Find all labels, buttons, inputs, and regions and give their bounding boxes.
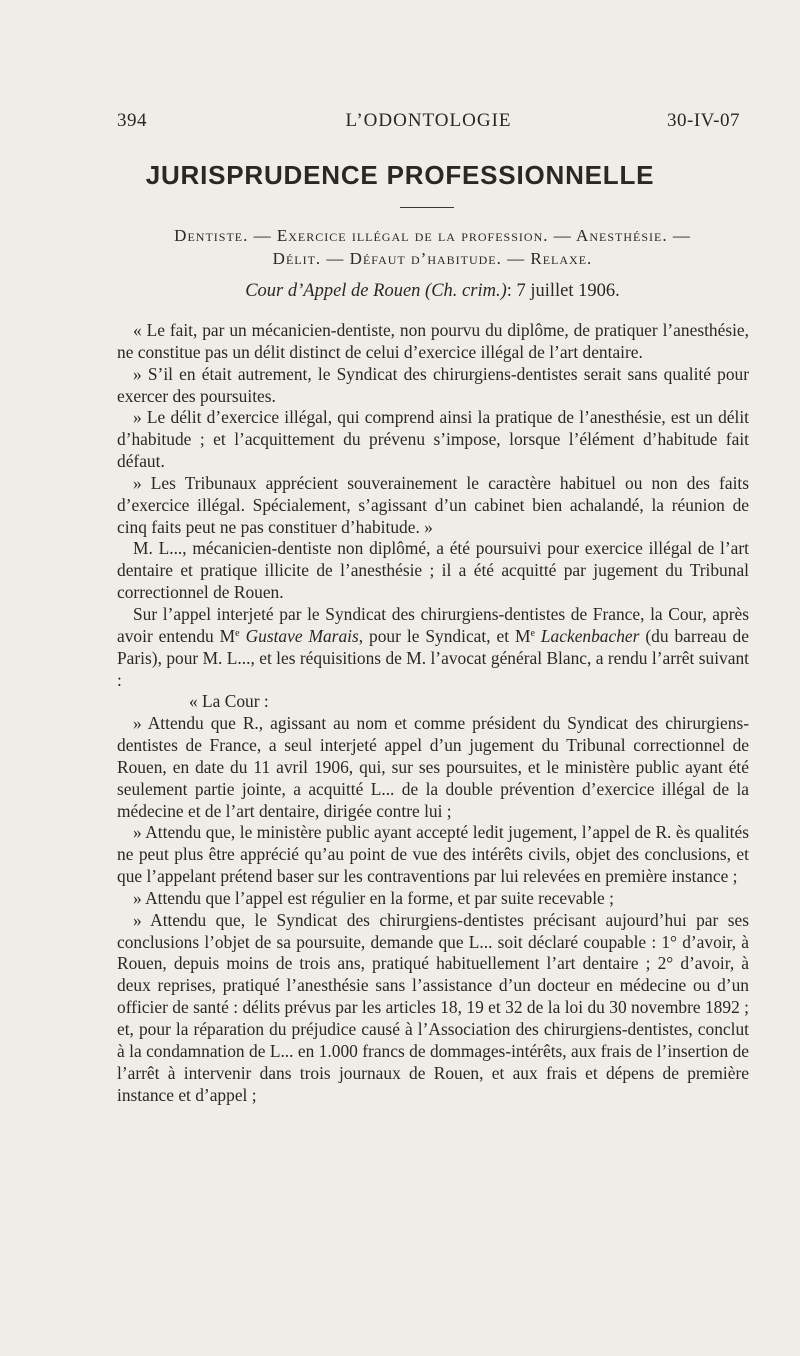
paragraph-11: » Attendu que, le Syndicat des chirurgiens-dentistes précisant aujourd’hui par ses conclusions l’objet de sa poursuite, demande que L... soit déclaré coupable : 1° d’avoir, à Rouen, depuis moins de trois ans, pratiqué habituellement l’art dentaire ; 2° d’avoir, à deux reprises, pratiqué l’anesthésie sans l’assistance d’un docteur en médecine ou d’un officier de santé : délits prévus par les articles 18, 19 et 32 de la loi du 30 novembre 1892 ; et, pour la réparation du préjudice causé à l’Association des chirurgiens-dentistes, conclut à la condamnation de L... en 1.000 francs de dommages-intérêts, aux frais de l’insertion de l’arrêt à intervenir dans trois journaux de Rouen, et aux frais et dépens de première instance et d’appel ; <box>117 909 749 1105</box>
paragraph-9: » Attendu que, le ministère public ayant accepté ledit jugement, l’appel de R. ès qualités ne peut plus être apprécié qu’au point de vue des intérêts civils, objet des conclusions, et que l’appelant prétend baser sur les contraventions par lui relevées en première instance ; <box>117 822 749 887</box>
paragraph-4: » Les Tribunaux apprécient souverainement le caractère habituel ou non des faits d’exercice illégal. Spécialement, s’agissant d’un cabinet bien achalandé, la réunion de cinq faits peut ne pas constituer d’habitude. » <box>117 472 749 537</box>
paragraph-7: « La Cour : <box>189 691 269 712</box>
keywords-line-2: Délit. — Défaut d’habitude. — Relaxe. <box>272 249 593 268</box>
superscript-e: e <box>530 627 535 639</box>
paragraph-6-part-c: (du barreau de Paris), pour M. L..., et les réquisitions de M. l’avocat général Blanc, a rendu l’arrêt suivant : <box>117 625 749 690</box>
page-title: JURISPRUDENCE PROFESSIONNELLE <box>145 160 655 190</box>
lawyer-name-2: Lackenbacher <box>540 625 640 646</box>
paragraph-1: « Le fait, par un mécanicien-dentiste, non pourvu du diplôme, de pratiquer l’anesthésie, ne constitue pas un délit distinct de celui d’exercice illégal de l’art dentaire. <box>117 320 749 362</box>
running-header <box>117 110 740 134</box>
article-body <box>117 320 749 1106</box>
court-name: Cour d’Appel de Rouen (Ch. crim.) <box>245 281 507 301</box>
paragraph-6-part-b: , pour le Syndicat, et M <box>358 625 531 646</box>
paragraph-5: M. L..., mécanicien-dentiste non diplômé, a été poursuivi pour exercice illégal de l’art dentaire et pratique illicite de l’anesthésie ; il a été acquitté par jugement du Tribunal correctionnel de Rouen. <box>117 538 749 603</box>
paragraph-8: » Attendu que R., agissant au nom et comme président du Syndicat des chirurgiens-dentistes de France, a seul interjeté appel d’un jugement du Tribunal correctionnel de Rouen, en date du 11 avril 1906, qui, sur ses poursuites, et le ministère public ayant été seulement partie jointe, a acquitté L... de la double prévention d’exercice illégal de la médecine et de l’art dentaire, dirigée contre lui ; <box>117 713 749 821</box>
issue-date: 30-IV-07 <box>667 110 740 131</box>
court-date: : 7 juillet 1906. <box>506 281 620 301</box>
title-divider <box>400 207 454 208</box>
lawyer-name-1: Gustave Marais <box>245 625 359 646</box>
paragraph-6-part-a: Sur l’appel interjeté par le Syndicat des chirurgiens-dentistes de France, la Cour, après avoir entendu M <box>117 603 749 646</box>
paragraph-3: » Le délit d’exercice illégal, qui comprend ainsi la pratique de l’anesthésie, est un délit d’habitude ; et l’acquittement du prévenu s’impose, lorsque l’élément d’habitude fait défaut. <box>117 407 749 472</box>
keywords-line-1: Dentiste. — Exercice illégal de la profession. — Anesthésie. — <box>174 226 691 245</box>
superscript-e: e <box>235 627 240 639</box>
page-number: 394 <box>117 110 147 131</box>
paragraph-6 <box>117 604 749 691</box>
paragraph-2: » S’il en était autrement, le Syndicat des chirurgiens-dentistes serait sans qualité pour exercer des poursuites. <box>117 363 749 406</box>
court-reference <box>117 281 748 302</box>
case-keywords <box>117 224 748 270</box>
running-title: L’ODONTOLOGIE <box>345 110 512 131</box>
paragraph-10: » Attendu que l’appel est régulier en la forme, et par suite recevable ; <box>133 887 614 908</box>
